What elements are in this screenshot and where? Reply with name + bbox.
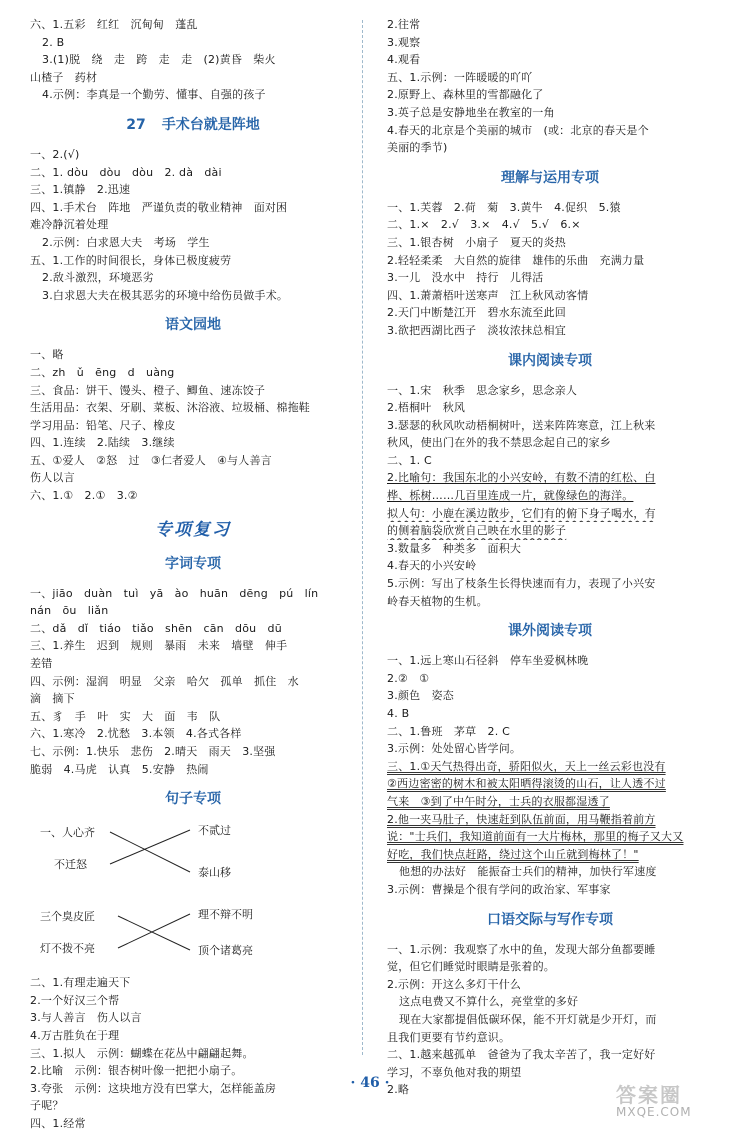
answer-line: 他想的办法好 能振奋士兵们的精神，加快行军速度 xyxy=(399,865,657,879)
answer-line: 学习，不辜负他对我的期望 xyxy=(387,1065,522,1079)
answer-line: 且我们更要有节约意识。 xyxy=(387,1030,511,1044)
answer-line: 四、1.经常 xyxy=(30,1116,86,1130)
answer-line: 4.万古胜负在于理 xyxy=(30,1028,120,1042)
answer-line-underlined: 桦、栎树……几百里连成一片，就像绿色的海洋。 xyxy=(387,489,634,503)
answer-line: 脆弱 4.马虎 认真 5.安静 热闹 xyxy=(30,762,209,776)
answer-line: 一、1.远上寒山石径斜 停车坐爱枫林晚 xyxy=(387,654,589,668)
answer-line: 3.白求恩大夫在极其恶劣的环境中给伤员做手术。 xyxy=(42,288,289,302)
answer-line: 觉，但它们睡觉时眼睛是张着的。 xyxy=(387,960,555,974)
answer-line: 六、1.① 2.① 3.② xyxy=(30,489,138,503)
answer-line: 五、豸 手 叶 实 大 面 韦 队 xyxy=(30,709,221,723)
section-title-review: 专项复习 xyxy=(155,519,231,540)
answer-line: 七、示例：1.快乐 悲伤 2.晴天 雨天 3.坚强 xyxy=(30,745,276,758)
section-title-juzi: 句子专项 xyxy=(165,791,221,808)
answer-line: 差错 xyxy=(30,657,53,671)
answer-line-double-underlined: ②西边密密的树木和被太阳晒得滚烫的山石，让人透不过 xyxy=(387,777,666,791)
match-right-item: 顶个诸葛亮 xyxy=(198,944,253,958)
answer-line: 五、1.工作的时间很长，身体已极度疲劳 xyxy=(30,253,232,267)
answer-line: 一、1.示例：我观察了水中的鱼，发现大部分鱼都要睡 xyxy=(387,942,656,956)
answer-line: 2.一个好汉三个帮 xyxy=(30,993,120,1007)
answer-line-double-underlined: 气来 ③到了中午时分，士兵的衣服都湿透了 xyxy=(387,794,610,808)
answer-line: 美丽的季节) xyxy=(387,141,448,155)
right-column xyxy=(387,16,713,1099)
matching-exercise xyxy=(30,820,356,970)
answer-line: 2.往常 xyxy=(387,18,421,31)
answer-line-wavy: 的侧着脑袋欣赏自己映在水里的影子 xyxy=(387,524,567,538)
answer-line-wavy: 拟人句：小鹿在溪边散步，它们有的俯下身子喝水，有 xyxy=(387,506,656,520)
answer-line: 3.示例：曹操是个很有学问的政治家、军事家 xyxy=(387,882,611,896)
lesson-title: 手术台就是阵地 xyxy=(161,116,260,133)
answer-line: 难冷静沉着处理 xyxy=(30,218,109,232)
answer-line-double-underlined: 说："士兵们，我知道前面有一大片梅林，那里的梅子又大又 xyxy=(387,830,684,844)
left-column xyxy=(30,16,356,1133)
answer-line: 二、1.越来越孤单 爸爸为了我太辛苦了，我一定好好 xyxy=(387,1048,656,1062)
section-title-kouyu: 口语交际与写作专项 xyxy=(487,911,613,928)
answer-line: 2.轻轻柔柔 大自然的旋律 雄伟的乐曲 充满力量 xyxy=(387,253,645,267)
page-number: · 46 · xyxy=(350,1075,390,1091)
answer-line: 3.示例：处处留心皆学问。 xyxy=(387,742,522,756)
match-left-item: 三个臭皮匠 xyxy=(40,910,95,924)
answer-line: 二、1.× 2.√ 3.× 4.√ 5.√ 6.× xyxy=(387,218,581,232)
lesson-number: 27 xyxy=(126,116,146,133)
answer-line: 滴 摘下 xyxy=(30,692,75,706)
answer-line-underlined: 2.比喻句：我国东北的小兴安岭，有数不清的红松、白 xyxy=(387,471,656,485)
answer-line: 五、①爱人 ②怒 过 ③仁者爱人 ④与人善言 xyxy=(30,453,272,467)
answer-line: nán ōu liǎn xyxy=(30,604,109,618)
answer-line: 5.示例：写出了枝条生长得快速而有力，表现了小兴安 xyxy=(387,577,656,591)
answer-line: 生活用品：衣架、牙刷、菜板、沐浴液、垃圾桶、棉拖鞋 xyxy=(30,401,310,415)
watermark-url: MXQE.COM xyxy=(616,1105,692,1119)
column-divider xyxy=(362,20,363,1055)
answer-line: 3.颜色 姿态 xyxy=(387,689,454,703)
answer-line: 山楂子 药材 xyxy=(30,70,98,84)
answer-line: 2.略 xyxy=(387,1083,410,1097)
answer-line: 二、zh ǔ ēng d uàng xyxy=(30,365,175,379)
answer-line: 一、1.芙蓉 2.荷 菊 3.黄牛 4.促织 5.猿 xyxy=(387,200,621,214)
answer-line: 4. B xyxy=(387,707,410,720)
answer-line: 四、1.萧萧梧叶送寒声 江上秋风动客情 xyxy=(387,288,589,302)
match-left-item: 不迁怒 xyxy=(54,858,87,872)
match-line xyxy=(118,916,190,950)
answer-line-double-underlined: 好吃，我们快点赶路，绕过这个山丘就到梅林了！" xyxy=(387,847,639,861)
answer-line: 2.② ① xyxy=(387,671,430,685)
answer-line: 3.与人善言 伤人以言 xyxy=(30,1011,142,1025)
answer-line: 3.观察 xyxy=(387,35,421,49)
answer-line: 2.比喻 示例：银杏树叶像一把把小扇子。 xyxy=(30,1064,243,1078)
match-left-item: 灯不拨不亮 xyxy=(40,942,95,956)
match-right-item: 泰山移 xyxy=(198,866,231,880)
answer-line: 一、略 xyxy=(30,348,64,362)
answer-line: 四、示例：湿润 明显 父亲 哈欠 孤单 抓住 水 xyxy=(30,674,299,688)
answer-line: 子呢？ xyxy=(30,1099,64,1113)
match-left-item: 一、人心齐 xyxy=(40,826,95,840)
answer-line: 秋风，使出门在外的我不禁思念起自己的家乡 xyxy=(387,436,611,450)
answer-line: 三、1.银杏树 小扇子 夏天的炎热 xyxy=(387,235,566,249)
answer-line: 4.春天的北京是个美丽的城市 (或：北京的春天是个 xyxy=(387,123,649,137)
answer-line: 岭春天植物的生机。 xyxy=(387,594,488,608)
match-line xyxy=(110,830,190,864)
answer-line: 2.梧桐叶 秋风 xyxy=(387,401,466,415)
answer-line: 4.观看 xyxy=(387,53,421,67)
answer-line: 二、1.鲁班 茅草 2. C xyxy=(387,724,510,738)
answer-line: 一、2.(√) xyxy=(30,147,80,161)
answer-line: 2.敌斗激烈，环境恶劣 xyxy=(42,271,154,285)
answer-line: 2.示例：开这么多灯干什么 xyxy=(387,977,522,991)
answer-line: 2.原野上、森林里的雪都融化了 xyxy=(387,88,544,102)
match-right-item: 不贰过 xyxy=(198,824,231,838)
answer-line: 二、dǎ dǐ tiáo tiǎo shēn cān dōu dū xyxy=(30,621,282,635)
section-title-lesson-27 xyxy=(30,114,356,136)
match-line xyxy=(110,832,190,872)
answer-line: 3.(1)脱 绕 走 跨 走 走 (2)黄昏 柴火 xyxy=(42,53,276,67)
answer-line-double-underlined: 2.他一夹马肚子，快速赶到队伍前面，用马鞭指着前方 xyxy=(387,812,656,826)
answer-line: 四、1.手术台 阵地 严谨负责的敬业精神 面对困 xyxy=(30,200,288,214)
answer-line: 四、1.连续 2.陆续 3.继续 xyxy=(30,436,175,450)
answer-line: 现在大家都提倡低碳环保，能不开灯就是少开灯，而 xyxy=(399,1012,657,1026)
answer-line: 三、食品：饼干、馒头、橙子、鲫鱼、速冻饺子 xyxy=(30,383,266,397)
watermark xyxy=(616,1084,740,1118)
answer-line: 一、jiāo duàn tuì yā ào huān dēng pú lín xyxy=(30,586,319,600)
answer-line-double-underlined: 三、1.①天气热得出奇，骄阳似火，天上一丝云彩也没有 xyxy=(387,759,666,773)
answer-line: 六、1.五彩 红红 沉甸甸 蓬乱 xyxy=(30,18,198,31)
answer-line: 五、1.示例：一阵暖暖的吖吖 xyxy=(387,70,533,84)
answer-line: 三、1.拟人 示例：蝴蝶在花丛中翩翩起舞。 xyxy=(30,1046,254,1060)
section-title-lijie: 理解与运用专项 xyxy=(501,169,599,186)
answer-line: 3.瑟瑟的秋风吹动梧桐树叶，送来阵阵寒意，江上秋来 xyxy=(387,418,656,432)
answer-line: 4.春天的小兴安岭 xyxy=(387,559,477,573)
answer-line: 一、1.宋 秋季 思念家乡，思念亲人 xyxy=(387,383,578,397)
answer-line: 伤人以言 xyxy=(30,471,75,485)
answer-line: 2.示例：白求恩大夫 考场 学生 xyxy=(42,235,210,249)
match-right-item: 理不辩不明 xyxy=(198,908,253,922)
answer-line: 3.欲把西湖比西子 淡妆浓抹总相宜 xyxy=(387,323,566,337)
answer-line: 3.一儿 没水中 持行 儿得活 xyxy=(387,271,544,285)
answer-line: 学习用品：铅笔、尺子、橡皮 xyxy=(30,418,176,432)
answer-line: 4.示例：李真是一个勤劳、懂事、自强的孩子 xyxy=(42,88,266,102)
section-title-yuwen-yuandi: 语文园地 xyxy=(165,317,221,334)
answer-line: 三、1.养生 迟到 规则 暴雨 未来 墙壁 伸手 xyxy=(30,639,288,653)
answer-line: 这点电费又不算什么，亮堂堂的多好 xyxy=(399,995,579,1009)
answer-line: 二、1. dòu dòu dòu 2. dà dài xyxy=(30,165,222,179)
answer-line: 二、1.有理走遍天下 xyxy=(30,976,131,990)
answer-line: 3.数量多 种类多 面积大 xyxy=(387,541,522,555)
answer-line: 2.天门中断楚江开 碧水东流至此回 xyxy=(387,306,566,320)
answer-line: 六、1.寒冷 2.忧愁 3.本领 4.各式各样 xyxy=(30,727,242,741)
section-title-ciyu: 字词专项 xyxy=(165,555,221,572)
answer-line: 三、1.镇静 2.迅速 xyxy=(30,183,131,197)
answer-line: 二、1. C xyxy=(387,453,432,467)
section-title-kewai: 课外阅读专项 xyxy=(508,623,592,640)
answer-line: 3.英子总是安静地坐在教室的一角 xyxy=(387,105,555,119)
answer-line: 3.夸张 示例：这块地方没有巴掌大，怎样能盖房 xyxy=(30,1081,277,1095)
watermark-logo: 答案圈 xyxy=(616,1083,682,1107)
answer-line: 2. B xyxy=(42,35,65,49)
match-line xyxy=(118,914,190,948)
section-title-kenei: 课内阅读专项 xyxy=(508,352,592,369)
